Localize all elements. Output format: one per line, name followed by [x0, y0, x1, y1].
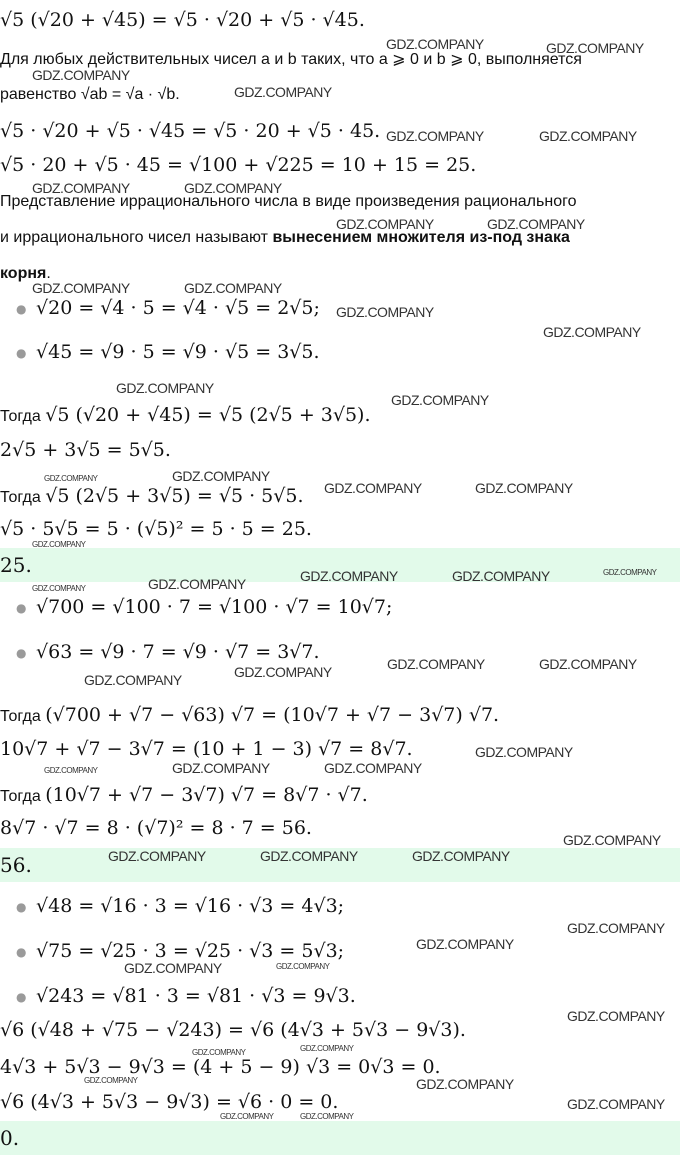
- watermark: GDZ.COMPANY: [44, 766, 98, 775]
- equation-line: 8√7 · √7 = 8 · (√7)² = 8 · 7 = 56.: [0, 817, 312, 839]
- definition-text: и иррационального чисел называют вынесением множителя из-под знака: [0, 229, 570, 246]
- equation-line: 2√5 + 3√5 = 5√5.: [0, 439, 171, 461]
- watermark: GDZ.COMPANY: [416, 1076, 514, 1092]
- watermark: GDZ.COMPANY: [300, 1112, 354, 1121]
- watermark: GDZ.COMPANY: [32, 584, 86, 593]
- definition-term: корня: [0, 265, 47, 282]
- watermark: GDZ.COMPANY: [32, 67, 130, 83]
- answer-value: 0.: [0, 1126, 20, 1150]
- watermark: GDZ.COMPANY: [108, 848, 206, 864]
- watermark: GDZ.COMPANY: [452, 568, 550, 584]
- watermark: GDZ.COMPANY: [124, 960, 222, 976]
- watermark: GDZ.COMPANY: [539, 128, 637, 144]
- watermark: GDZ.COMPANY: [184, 280, 282, 296]
- answer-box: [0, 1121, 680, 1155]
- list-item: ● √45 = √9 · 5 = √9 · √5 = 3√5.: [16, 341, 320, 363]
- rule-text: Для любых действительных чисел a и b таких, что a ⩾ 0 и b ⩾ 0, выполняется: [0, 51, 582, 68]
- watermark: GDZ.COMPANY: [234, 664, 332, 680]
- watermark: GDZ.COMPANY: [220, 1112, 274, 1121]
- watermark: GDZ.COMPANY: [84, 1076, 138, 1085]
- watermark: GDZ.COMPANY: [563, 832, 661, 848]
- equation-line: √6 (4√3 + 5√3 − 9√3) = √6 · 0 = 0.: [0, 1091, 339, 1113]
- watermark: GDZ.COMPANY: [324, 480, 422, 496]
- equation-line: Тогда √5 (√20 + √45) = √5 (2√5 + 3√5).: [0, 404, 371, 426]
- watermark: GDZ.COMPANY: [416, 936, 514, 952]
- definition-text: корня.: [0, 265, 51, 282]
- watermark: GDZ.COMPANY: [567, 1008, 665, 1024]
- watermark: GDZ.COMPANY: [567, 1096, 665, 1112]
- watermark: GDZ.COMPANY: [336, 216, 434, 232]
- watermark: GDZ.COMPANY: [324, 760, 422, 776]
- watermark: GDZ.COMPANY: [546, 40, 644, 56]
- watermark: GDZ.COMPANY: [260, 848, 358, 864]
- equation-line: √5 (√20 + √45) = √5 · √20 + √5 · √45.: [0, 9, 365, 31]
- equation-line: Тогда (√700 + √7 − √63) √7 = (10√7 + √7 − 3√7) √7.: [0, 704, 500, 726]
- equation-line: √5 · √20 + √5 · √45 = √5 · 20 + √5 · 45.: [0, 120, 381, 142]
- answer-value: 56.: [0, 853, 32, 877]
- watermark: GDZ.COMPANY: [475, 480, 573, 496]
- equation-line: Тогда √5 (2√5 + 3√5) = √5 · 5√5.: [0, 485, 304, 507]
- watermark: GDZ.COMPANY: [172, 468, 270, 484]
- watermark: GDZ.COMPANY: [276, 962, 330, 971]
- watermark: GDZ.COMPANY: [184, 180, 282, 196]
- watermark: GDZ.COMPANY: [475, 744, 573, 760]
- answer-value: 25.: [0, 553, 32, 577]
- watermark: GDZ.COMPANY: [148, 576, 246, 592]
- watermark: GDZ.COMPANY: [300, 568, 398, 584]
- equation-line: 10√7 + √7 − 3√7 = (10 + 1 − 3) √7 = 8√7.: [0, 738, 413, 760]
- watermark: GDZ.COMPANY: [603, 568, 657, 577]
- watermark: GDZ.COMPANY: [386, 36, 484, 52]
- watermark: GDZ.COMPANY: [234, 84, 332, 100]
- watermark: GDZ.COMPANY: [32, 540, 86, 549]
- watermark: GDZ.COMPANY: [412, 848, 510, 864]
- equation-line: Тогда (10√7 + √7 − 3√7) √7 = 8√7 · √7.: [0, 784, 368, 806]
- watermark: GDZ.COMPANY: [391, 392, 489, 408]
- list-item: ● √63 = √9 · 7 = √9 · √7 = 3√7.: [16, 641, 320, 663]
- definition-text: Представление иррационального числа в виде произведения рационального: [0, 193, 577, 210]
- watermark: GDZ.COMPANY: [32, 280, 130, 296]
- definition-term: вынесением множителя из-под знака: [272, 229, 570, 246]
- watermark: GDZ.COMPANY: [172, 760, 270, 776]
- equation-line: √5 · 5√5 = 5 · (√5)² = 5 · 5 = 25.: [0, 518, 312, 540]
- watermark: GDZ.COMPANY: [300, 1044, 354, 1053]
- list-item: ● √48 = √16 · 3 = √16 · √3 = 4√3;: [16, 895, 345, 917]
- watermark: GDZ.COMPANY: [543, 324, 641, 340]
- watermark: GDZ.COMPANY: [44, 474, 98, 483]
- equation-line: √6 (√48 + √75 − √243) = √6 (4√3 + 5√3 − 9√3).: [0, 1019, 466, 1041]
- list-item: ● √75 = √25 · 3 = √25 · √3 = 5√3;: [16, 940, 345, 962]
- watermark: GDZ.COMPANY: [116, 380, 214, 396]
- watermark: GDZ.COMPANY: [539, 656, 637, 672]
- list-item: ● √243 = √81 · 3 = √81 · √3 = 9√3.: [16, 985, 356, 1007]
- rule-text: равенство √ab = √a · √b.: [0, 86, 180, 103]
- watermark: GDZ.COMPANY: [336, 304, 434, 320]
- list-item: ● √700 = √100 · 7 = √100 · √7 = 10√7;: [16, 596, 393, 618]
- watermark: GDZ.COMPANY: [84, 672, 182, 688]
- list-item: ● √20 = √4 · 5 = √4 · √5 = 2√5;: [16, 297, 320, 319]
- watermark: GDZ.COMPANY: [386, 128, 484, 144]
- equation-line: √5 · 20 + √5 · 45 = √100 + √225 = 10 + 15 = 25.: [0, 154, 477, 176]
- watermark: GDZ.COMPANY: [32, 180, 130, 196]
- equation-line: 4√3 + 5√3 − 9√3 = (4 + 5 − 9) √3 = 0√3 = 0.: [0, 1056, 441, 1078]
- watermark: GDZ.COMPANY: [487, 216, 585, 232]
- watermark: GDZ.COMPANY: [567, 920, 665, 936]
- watermark: GDZ.COMPANY: [192, 1048, 246, 1057]
- watermark: GDZ.COMPANY: [387, 656, 485, 672]
